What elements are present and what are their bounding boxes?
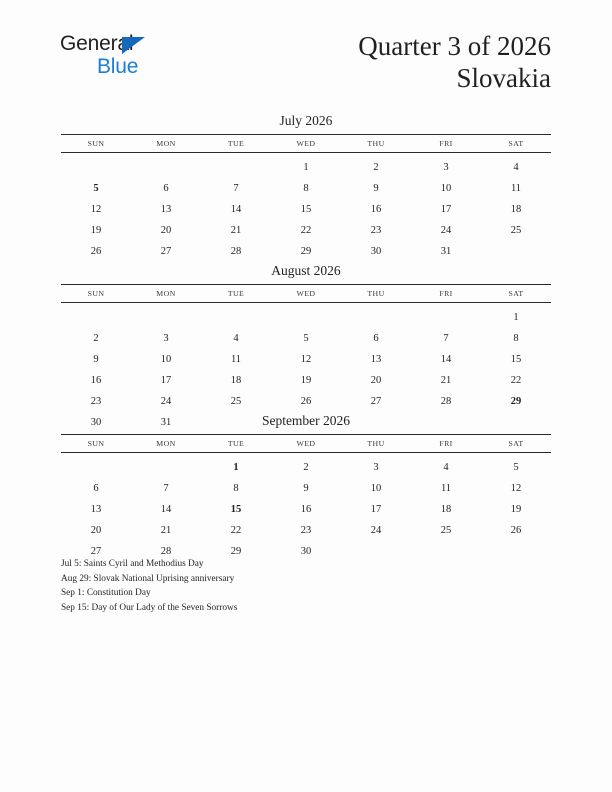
- calendar-day[interactable]: 6: [163, 183, 169, 194]
- calendar-day[interactable]: 12: [300, 354, 312, 365]
- weekday-header-fri: FRI: [411, 435, 481, 453]
- calendar-day[interactable]: 13: [160, 204, 172, 215]
- calendar-day[interactable]: 21: [440, 375, 452, 386]
- calendar-day[interactable]: 22: [300, 225, 312, 236]
- calendar-day[interactable]: 17: [440, 204, 452, 215]
- general-blue-logo: [60, 33, 240, 89]
- calendar-day[interactable]: 11: [230, 354, 242, 365]
- weekday-header-fri: FRI: [411, 285, 481, 303]
- calendar-table: [61, 284, 551, 433]
- calendar-day[interactable]: 27: [370, 396, 382, 407]
- calendar-day[interactable]: 18: [440, 504, 452, 515]
- weekday-header-sun: SUN: [61, 135, 131, 153]
- calendar-week-row: [61, 328, 551, 349]
- calendar-day[interactable]: 17: [160, 375, 172, 386]
- calendar-day[interactable]: 8: [233, 483, 239, 494]
- calendar-day[interactable]: 21: [230, 225, 242, 236]
- calendar-day[interactable]: 20: [160, 225, 172, 236]
- calendar-week-row: [61, 153, 551, 179]
- calendar-day[interactable]: 8: [513, 333, 519, 344]
- calendar-day[interactable]: 26: [510, 525, 522, 536]
- weekday-header-wed: WED: [271, 135, 341, 153]
- calendar-day[interactable]: 30: [370, 246, 382, 257]
- weekday-header-row: [61, 435, 551, 453]
- calendar-day[interactable]: 10: [440, 183, 452, 194]
- calendar-day[interactable]: 23: [300, 525, 312, 536]
- calendar-day[interactable]: 14: [440, 354, 452, 365]
- calendar-table: [61, 134, 551, 262]
- calendar-day[interactable]: 29: [230, 546, 242, 557]
- calendar-day-empty: [271, 303, 341, 329]
- calendar-day[interactable]: 19: [300, 375, 312, 386]
- calendar-week-row: [61, 241, 551, 262]
- calendar-table: [61, 434, 551, 562]
- calendar-day[interactable]: 12: [90, 204, 102, 215]
- calendar-day[interactable]: 7: [233, 183, 239, 194]
- calendar-week-row: [61, 520, 551, 541]
- calendar-day[interactable]: 2: [373, 162, 379, 173]
- calendar-day[interactable]: 9: [303, 483, 309, 494]
- calendar-body: [61, 153, 551, 263]
- holiday-legend-item: Sep 15: Day of Our Lady of the Seven Sorrows: [61, 602, 238, 613]
- calendar-day[interactable]: 5: [303, 333, 309, 344]
- calendar-week-row: [61, 478, 551, 499]
- month-block-august: [61, 262, 551, 433]
- calendar-day[interactable]: 26: [300, 396, 312, 407]
- weekday-header-sun: SUN: [61, 285, 131, 303]
- calendar-day[interactable]: 9: [93, 354, 99, 365]
- calendar-day[interactable]: 20: [90, 525, 102, 536]
- weekday-header-mon: MON: [131, 135, 201, 153]
- weekday-header-row: [61, 135, 551, 153]
- calendar-day[interactable]: 14: [230, 204, 242, 215]
- calendar-day[interactable]: 16: [300, 504, 312, 515]
- weekday-header-sat: SAT: [481, 435, 551, 453]
- page-title: [358, 30, 551, 94]
- month-title: July 2026: [279, 113, 333, 128]
- weekday-header-wed: WED: [271, 285, 341, 303]
- calendar-day-holiday[interactable]: 29: [510, 396, 522, 407]
- calendar-day[interactable]: 9: [373, 183, 379, 194]
- weekday-header-tue: TUE: [201, 135, 271, 153]
- month-title: August 2026: [271, 263, 341, 278]
- calendar-day-empty: [61, 153, 131, 179]
- weekday-header-mon: MON: [131, 435, 201, 453]
- calendar-day[interactable]: 7: [443, 333, 449, 344]
- calendar-day-empty: [411, 303, 481, 329]
- calendar-day[interactable]: 14: [160, 504, 172, 515]
- weekday-header-tue: TUE: [201, 435, 271, 453]
- calendar-day[interactable]: 22: [510, 375, 522, 386]
- calendar-day[interactable]: 23: [370, 225, 382, 236]
- holiday-legend: [61, 557, 481, 615]
- logo-text-blue: Blue: [97, 55, 139, 78]
- calendar-week-row: [61, 349, 551, 370]
- weekday-header-fri: FRI: [411, 135, 481, 153]
- calendar-week-row: [61, 499, 551, 520]
- calendar-day[interactable]: 12: [510, 483, 522, 494]
- calendar-day[interactable]: 15: [510, 354, 522, 365]
- calendar-day-empty: [481, 541, 551, 562]
- calendar-day[interactable]: 2: [303, 462, 309, 473]
- calendar-day-empty: [131, 303, 201, 329]
- weekday-header-row: [61, 285, 551, 303]
- calendar-day[interactable]: 8: [303, 183, 309, 194]
- calendar-day[interactable]: 28: [160, 546, 172, 557]
- calendar-week-row: [61, 178, 551, 199]
- calendar-day[interactable]: 31: [440, 246, 452, 257]
- calendar-week-row: [61, 453, 551, 479]
- calendar-day[interactable]: 25: [440, 525, 452, 536]
- calendar-day[interactable]: 25: [230, 396, 242, 407]
- calendar-day[interactable]: 27: [160, 246, 172, 257]
- calendar-day-holiday[interactable]: 15: [230, 504, 242, 515]
- weekday-header-thu: THU: [341, 135, 411, 153]
- quarter-title: Quarter 3 of 2026: [358, 31, 551, 61]
- calendar-day[interactable]: 19: [90, 225, 102, 236]
- calendar-day[interactable]: 16: [90, 375, 102, 386]
- calendar-day[interactable]: 30: [90, 417, 102, 428]
- weekday-header-thu: THU: [341, 285, 411, 303]
- calendar-day-empty: [481, 241, 551, 262]
- calendar-day[interactable]: 1: [513, 312, 519, 323]
- weekday-header-sun: SUN: [61, 435, 131, 453]
- calendar-day[interactable]: 2: [93, 333, 99, 344]
- calendar-day[interactable]: 18: [510, 204, 522, 215]
- calendar-week-row: [61, 303, 551, 329]
- calendar-day-empty: [131, 453, 201, 479]
- calendar-day[interactable]: 18: [230, 375, 242, 386]
- calendar-day[interactable]: 23: [90, 396, 102, 407]
- calendar-day-holiday[interactable]: 5: [93, 183, 99, 194]
- calendar-day[interactable]: 30: [300, 546, 312, 557]
- calendar-day[interactable]: 27: [90, 546, 102, 557]
- calendar-day[interactable]: 5: [513, 462, 519, 473]
- calendar-day[interactable]: 10: [370, 483, 382, 494]
- calendar-week-row: [61, 391, 551, 412]
- calendar-day-empty: [201, 153, 271, 179]
- calendar-day[interactable]: 3: [163, 333, 169, 344]
- calendar-week-row: [61, 370, 551, 391]
- calendar-day[interactable]: 3: [373, 462, 379, 473]
- calendar-day[interactable]: 4: [443, 462, 449, 473]
- calendar-day[interactable]: 20: [370, 375, 382, 386]
- month-block-july: [61, 112, 551, 262]
- weekday-header-wed: WED: [271, 435, 341, 453]
- calendar-day[interactable]: 19: [510, 504, 522, 515]
- calendar-day[interactable]: 31: [160, 417, 172, 428]
- calendar-day[interactable]: 25: [510, 225, 522, 236]
- month-block-september: [61, 412, 551, 562]
- calendar-day[interactable]: 6: [373, 333, 379, 344]
- calendar-body: [61, 453, 551, 563]
- calendar-day[interactable]: 11: [440, 483, 452, 494]
- calendar-day[interactable]: 24: [370, 525, 382, 536]
- calendar-day[interactable]: 16: [370, 204, 382, 215]
- calendar-day[interactable]: 17: [370, 504, 382, 515]
- logo-text-general: General: [60, 32, 134, 55]
- calendar-day-empty: [61, 453, 131, 479]
- calendar-day-holiday[interactable]: 1: [233, 462, 239, 473]
- calendar-day[interactable]: 26: [90, 246, 102, 257]
- calendar-day[interactable]: 3: [443, 162, 449, 173]
- holiday-legend-item: Aug 29: Slovak National Uprising anniversary: [61, 573, 235, 584]
- weekday-header-sat: SAT: [481, 285, 551, 303]
- calendar-day[interactable]: 7: [163, 483, 169, 494]
- weekday-header-thu: THU: [341, 435, 411, 453]
- month-title: September 2026: [261, 413, 351, 428]
- weekday-header-mon: MON: [131, 285, 201, 303]
- calendar-day[interactable]: 28: [440, 396, 452, 407]
- calendar-day-empty: [341, 303, 411, 329]
- country-title: Slovakia: [456, 63, 551, 93]
- calendar-day[interactable]: 24: [440, 225, 452, 236]
- calendar-day[interactable]: 24: [160, 396, 172, 407]
- logo-triangle-icon: [122, 37, 145, 54]
- calendar-day[interactable]: 1: [303, 162, 309, 173]
- calendar-day[interactable]: 6: [93, 483, 99, 494]
- calendar-day[interactable]: 4: [233, 333, 239, 344]
- page-header: [0, 0, 612, 100]
- calendar-day[interactable]: 10: [160, 354, 172, 365]
- calendar-day[interactable]: 22: [230, 525, 242, 536]
- calendar-week-row: [61, 199, 551, 220]
- calendar-week-row: [61, 220, 551, 241]
- calendar-day[interactable]: 28: [230, 246, 242, 257]
- holiday-legend-item: Jul 5: Saints Cyril and Methodius Day: [61, 559, 204, 569]
- calendar-day[interactable]: 4: [513, 162, 519, 173]
- calendar-day[interactable]: 11: [510, 183, 522, 194]
- calendar-day[interactable]: 13: [90, 504, 102, 515]
- calendar-day[interactable]: 29: [300, 246, 312, 257]
- holiday-legend-item: Sep 1: Constitution Day: [61, 588, 151, 599]
- calendar-day[interactable]: 21: [160, 525, 172, 536]
- weekday-header-tue: TUE: [201, 285, 271, 303]
- weekday-header-sat: SAT: [481, 135, 551, 153]
- calendar-day-empty: [201, 303, 271, 329]
- calendar-day[interactable]: 15: [300, 204, 312, 215]
- calendar-day-empty: [61, 303, 131, 329]
- calendar-day[interactable]: 13: [370, 354, 382, 365]
- calendar-day-empty: [131, 153, 201, 179]
